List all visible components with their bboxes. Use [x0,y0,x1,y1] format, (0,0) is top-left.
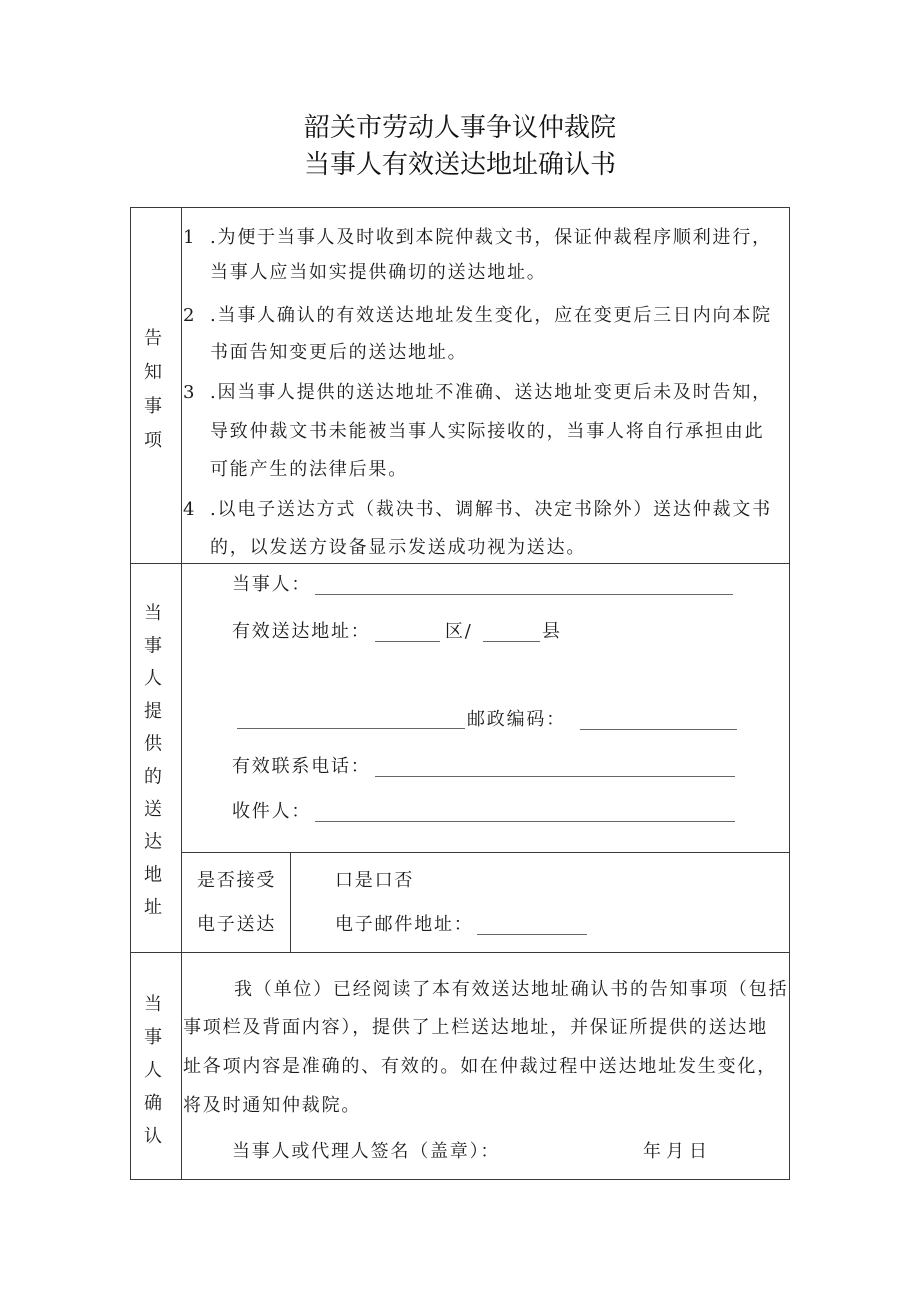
party-label: 当事人： [232,574,312,595]
date-label: 年月日 [643,1141,712,1162]
county-suffix: 县 [542,621,562,642]
e-delivery-options [335,869,414,893]
notice-item-2-line-1: .当事人确认的有效送达地址发生变化，应在变更后三日内向本院 [210,305,772,326]
notice-item-3-line-3: 可能产生的法律后果。 [210,459,408,480]
confirmation-line-2: 事项栏及背面内容），提供了上栏送达地址，并保证所提供的送达地 [183,1017,768,1038]
county-blank [483,641,540,642]
phone-label: 有效联系电话： [232,756,371,777]
detailed-address-blank [237,728,465,729]
notice-item-2-number: 2 [183,305,197,326]
postal-code-blank [580,729,737,730]
postal-code-label: 邮政编码： [467,709,566,730]
row-divider-address [130,952,790,953]
notice-item-3-line-2: 导致仲裁文书未能被当事人实际接收的，当事人将自行承担由此 [210,421,765,442]
e-delivery-label-line2: 电子送达 [197,914,277,935]
label-column-divider [181,207,182,1180]
document-title-line1: 韶关市劳动人事争议仲裁院 [303,113,616,143]
notice-item-2-line-2: 书面告知变更后的送达地址。 [210,342,468,363]
notice-item-4-number: 4 [183,499,197,520]
e-delivery-label-line1: 是否接受 [197,870,277,891]
address-label: 当事人提供的送达地址 [141,603,162,930]
confirmation-label: 当事人确认 [141,994,162,1159]
party-blank [315,594,733,595]
e-delivery-column-divider [290,852,291,952]
confirmation-line-3: 址各项内容是准确的、有效的。如在仲裁过程中送达地址发生变化， [183,1056,777,1077]
phone-blank [375,776,735,777]
confirmation-line-1: 我（单位）已经阅读了本有效送达地址确认书的告知事项（包括 [234,979,789,1000]
e-delivery-option-yes: 口是 [335,870,375,891]
confirmation-line-4: 将及时通知仲裁院。 [183,1095,362,1116]
notice-item-3-line-1: .因当事人提供的送达地址不准确、送达地址变更后未及时告知， [210,382,772,403]
address-field-label: 有效送达地址： [232,621,371,642]
row-divider-notice [130,563,790,564]
notice-item-4-line-2: 的，以发送方设备显示发送成功视为送达。 [210,537,587,558]
notice-label: 告知事项 [141,328,162,464]
document-title-line2: 当事人有效送达地址确认书 [303,150,616,180]
e-delivery-option-no: 口否 [374,870,415,891]
recipient-blank [315,821,735,822]
row-divider-e-delivery [181,852,790,853]
district-blank [375,641,440,642]
notice-item-4-line-1: .以电子送达方式（裁决书、调解书、决定书除外）送达仲裁文书 [210,499,772,520]
notice-item-1-line-1: .为便于当事人及时收到本院仲裁文书，保证仲裁程序顺利进行， [210,227,772,248]
email-blank [477,934,587,935]
district-suffix: 区/ [445,621,473,642]
notice-item-1-line-2: 当事人应当如实提供确切的送达地址。 [210,262,547,283]
email-label: 电子邮件地址： [335,914,474,935]
notice-item-1-number: 1 [183,227,197,248]
notice-item-3-number: 3 [183,382,197,403]
signature-label: 当事人或代理人签名（盖章）： [232,1141,501,1162]
recipient-label: 收件人： [232,801,312,822]
